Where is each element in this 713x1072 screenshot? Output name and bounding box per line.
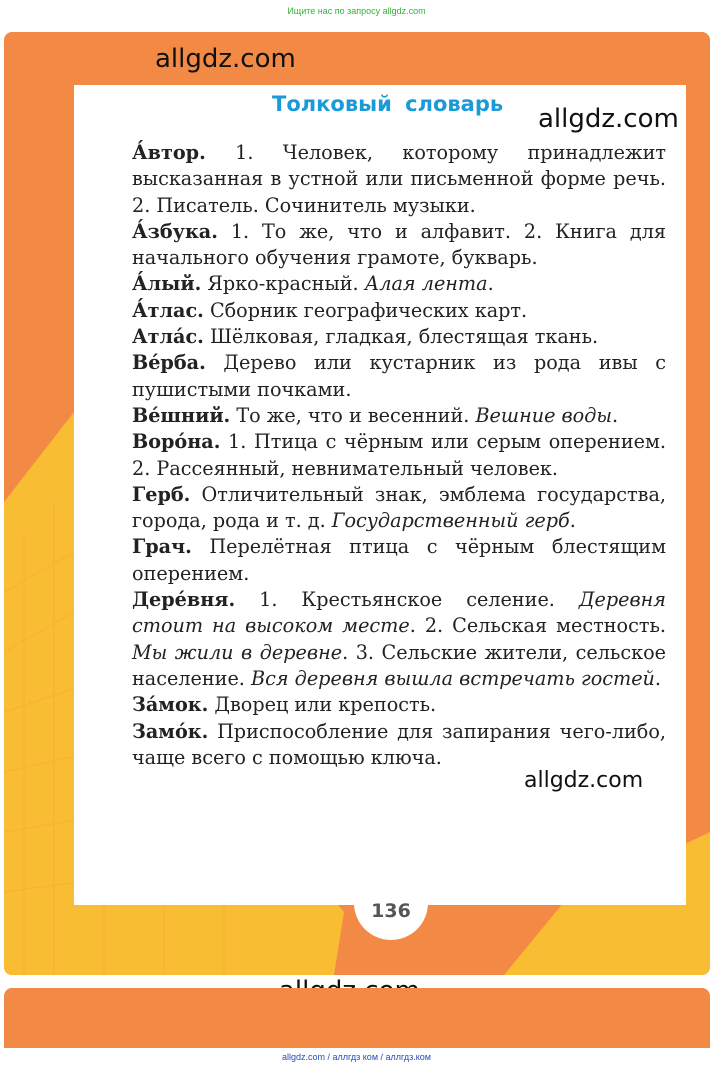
watermark: allgdz.com [155,44,296,74]
dictionary-entry [132,140,666,219]
entry-definition: 1. Человек, которому принадлежит высказанная в устной или письменной форме речь. 2. Писатель. Сочинитель музыки. [132,141,666,217]
entry-headword: За́мок. [132,693,209,717]
entry-headword: А́втор. [132,141,206,164]
dictionary-entry [132,219,666,272]
entry-headword: Дере́вня. [132,588,236,612]
next-page-strip [4,988,710,1048]
entry-headword: Воро́на. [132,430,221,454]
top-banner[interactable]: Ищите нас по запросу allgdz.com [287,6,426,16]
dictionary-entry: Дере́вня. 1. Крестьянское селение. Деревня стоит на высоком месте. 2. Сельская местность. Мы жили в деревне. 3. Сельские жители, сельское население. Вся деревня вышла встречать гостей. [132,588,666,690]
dictionary-entry [132,719,666,772]
entry-headword: Ве́шний. [132,403,231,427]
entry-definition: То же, что и весенний. [230,403,476,427]
entry-definition: 1. Птица с чёрным или серым оперением. 2. Рассеянный, невнимательный человек. [132,430,666,480]
dictionary-entry [132,429,666,482]
entry-definition: Дворец или крепость. [208,693,437,717]
page-number: 136 [371,900,411,922]
entry-definition: Приспособление для запирания чего-либо, чаще всего с помощью ключа. [132,719,666,769]
dictionary-entry [132,324,666,350]
entry-headword: Замо́к. [132,719,209,743]
entry-example: Деревня стоит на высоком месте [132,588,666,638]
entry-headword: Герб. [132,482,191,506]
watermark: allgdz.com [524,768,644,793]
dictionary-entry [132,692,666,718]
entry-definition: Сборник географических карт. [203,298,528,322]
entry-definition: 1. Крестьянское селение. [235,588,579,612]
bottom-links[interactable]: allgdz.com / аллгдз ком / аллгдз.ком [281,1052,431,1062]
dictionary-entries [132,140,666,771]
entry-headword: А́тлас. [132,298,204,322]
dictionary-entry: Ве́шний. То же, что и весенний. Вешние воды. [132,403,619,427]
dictionary-entry [132,350,666,403]
dictionary-entry [132,534,666,587]
entry-definition: Перелётная птица с чёрным блестящим оперением. [132,535,666,585]
entry-example: Мы жили в деревне [132,640,343,664]
entry-headword: А́лый. [132,272,202,296]
dictionary-entry: Герб. Отличительный знак, эмблема государства, города, рода и т. д. Государственный герб. [132,482,666,533]
entry-definition: Дерево или кустарник из рода ивы с пушистыми почками. [132,351,666,401]
entry-headword: А́збука. [132,219,218,243]
entry-definition: Ярко-красный. [201,272,365,296]
dictionary-entry: А́лый. Ярко-красный. Алая лента. [132,272,494,296]
entry-headword: Атла́с. [132,325,204,349]
entry-example: Алая лента [364,272,488,296]
entry-example: Вешние воды [475,403,613,427]
entry-definition: Отличительный знак, эмблема государства, города, рода и т. д. [132,482,666,533]
entry-example: Вся деревня вышла встречать гостей [251,666,655,690]
entry-headword: Ве́рба. [132,351,206,375]
watermark: allgdz.com [538,104,679,134]
entry-example: Государственный герб [331,509,570,533]
entry-headword: Грач. [132,535,192,559]
entry-definition: Шёлковая, гладкая, блестящая ткань. [203,325,599,349]
page-title: Толковый словарь [272,92,504,116]
dictionary-entry [132,298,666,324]
entry-definition: 1. То же, что и алфавит. 2. Книга для начального обучения грамоте, букварь. [132,219,666,270]
